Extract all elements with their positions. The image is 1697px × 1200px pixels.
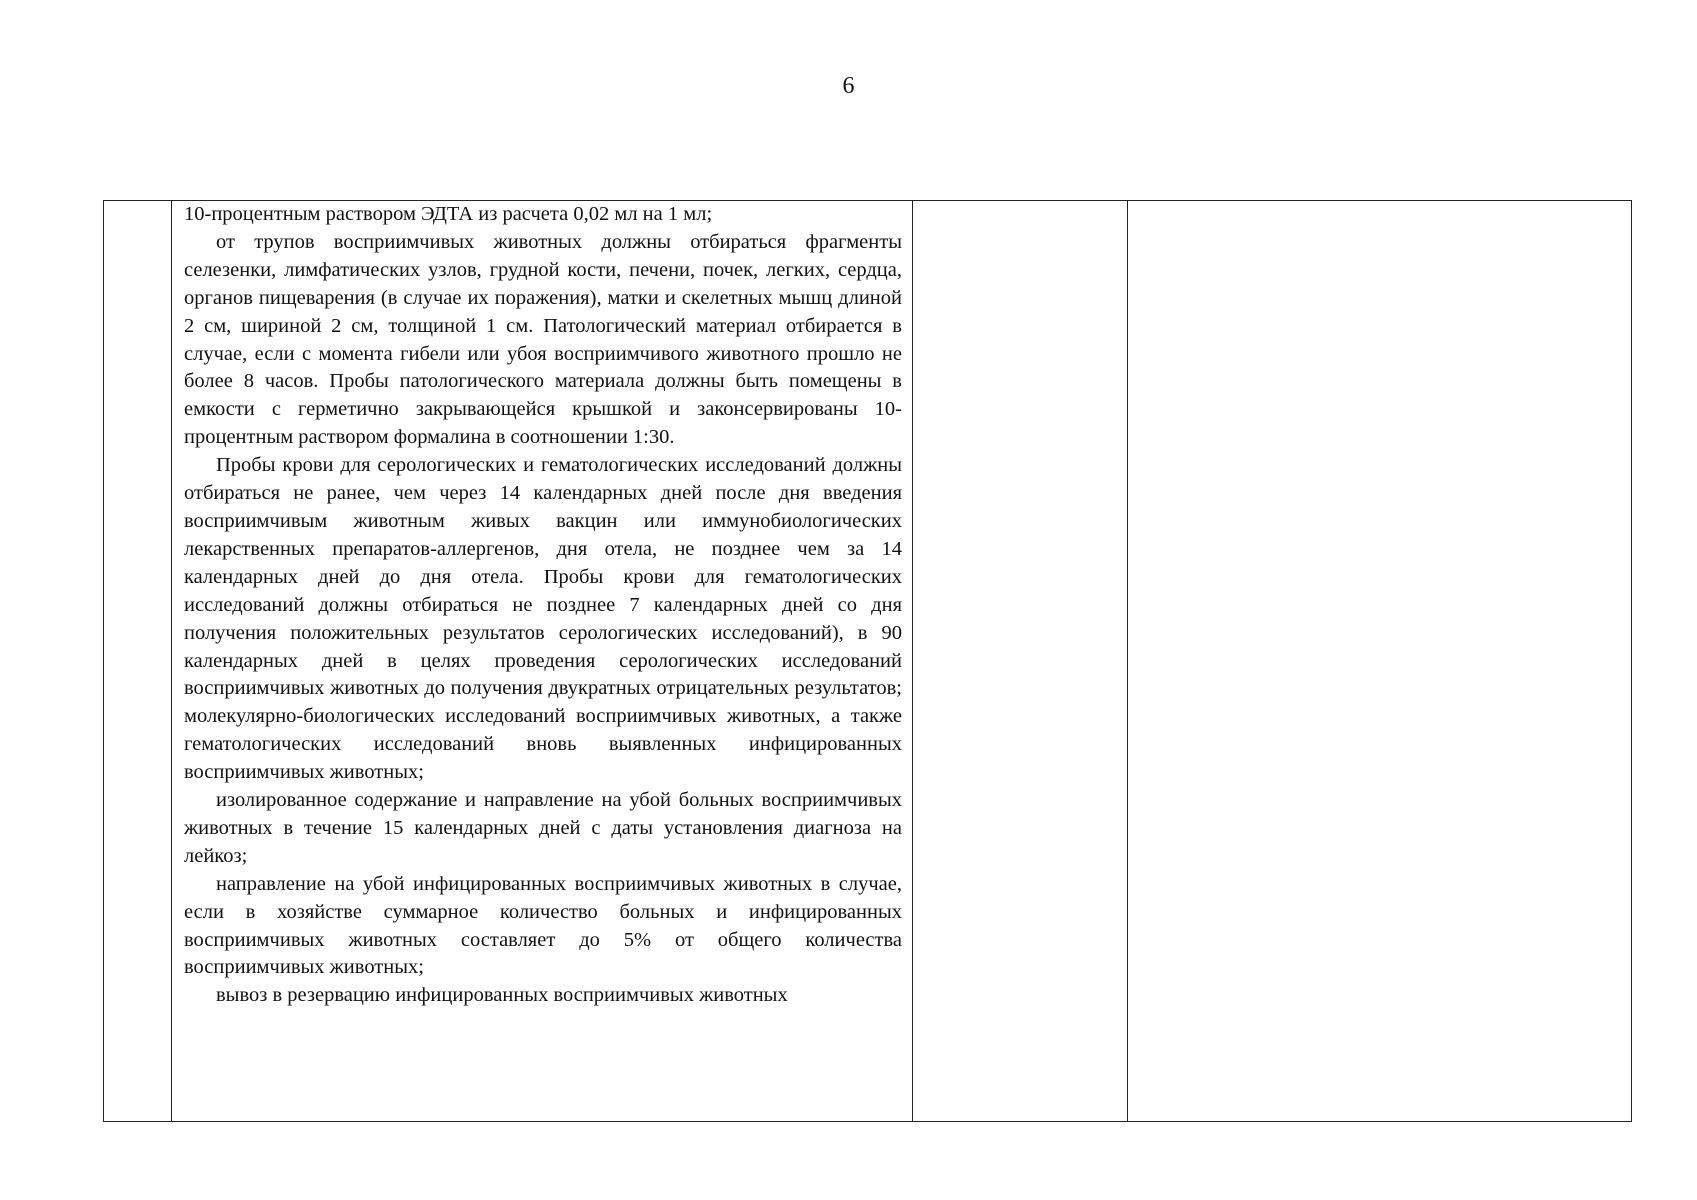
table-row: [104, 201, 1632, 1122]
paragraph-slaughter: направление на убой инфицированных восприимчивых животных в случае, если в хозяйстве суммарное количество больных и инфицированных восприимчивых животных составляет до 5% от общего количества восприимчивых животных;: [184, 872, 902, 979]
paragraph-blood-samples: Пробы крови для серологических и гематологических исследований должны отбираться не ранее, чем через 14 календарных дней после дня введения восприимчивым животным живых вакцин или иммунобиологических лекарственных препаратов-аллергенов, дня отела, не позднее чем за 14 календарных дней до дня отела. Пробы крови для гематологических исследований должны отбираться не позднее 7 календарных дней со дня получения положительных результатов серологических исследований), в 90 календарных дней в целях проведения серологических исследований восприимчивых животных до получения двукратных отрицательных результатов; молекулярно-биологических исследований восприимчивых животных, а также гематологических исследований вновь выявленных инфицированных восприимчивых животных;: [184, 454, 902, 784]
table-cell-measures: [172, 201, 913, 1122]
table-cell-timing: [913, 201, 1128, 1122]
table-cell-number: [104, 201, 172, 1122]
table-cell-responsible: [1128, 201, 1632, 1122]
paragraph-carcass-samples: от трупов восприимчивых животных должны отбираться фрагменты селезенки, лимфатических узлов, грудной кости, печени, почек, легких, сердца, органов пищеварения (в случае их поражения), матки и скелетных мышц длиной 2 см, шириной 2 см, толщиной 1 см. Патологический материал отбирается в случае, если с момента гибели или убоя восприимчивого животного прошло не более 8 часов. Пробы патологического материала должны быть помещены в емкости с герметично закрывающейся крышкой и законсервированы 10-процентным раствором формалина в соотношении 1:30.: [184, 230, 902, 449]
paragraph-reservation: вывоз в резервацию инфицированных восприимчивых животных: [216, 984, 788, 1007]
paragraph-isolation: изолированное содержание и направление на убой больных восприимчивых животных в течение 15 календарных дней с даты установления диагноза на лейкоз;: [184, 789, 902, 867]
paragraph-edta: 10-процентным раствором ЭДТА из расчета 0,02 мл на 1 мл;: [184, 203, 713, 225]
page-number: 6: [842, 73, 855, 99]
regulation-table: [103, 200, 1632, 1122]
